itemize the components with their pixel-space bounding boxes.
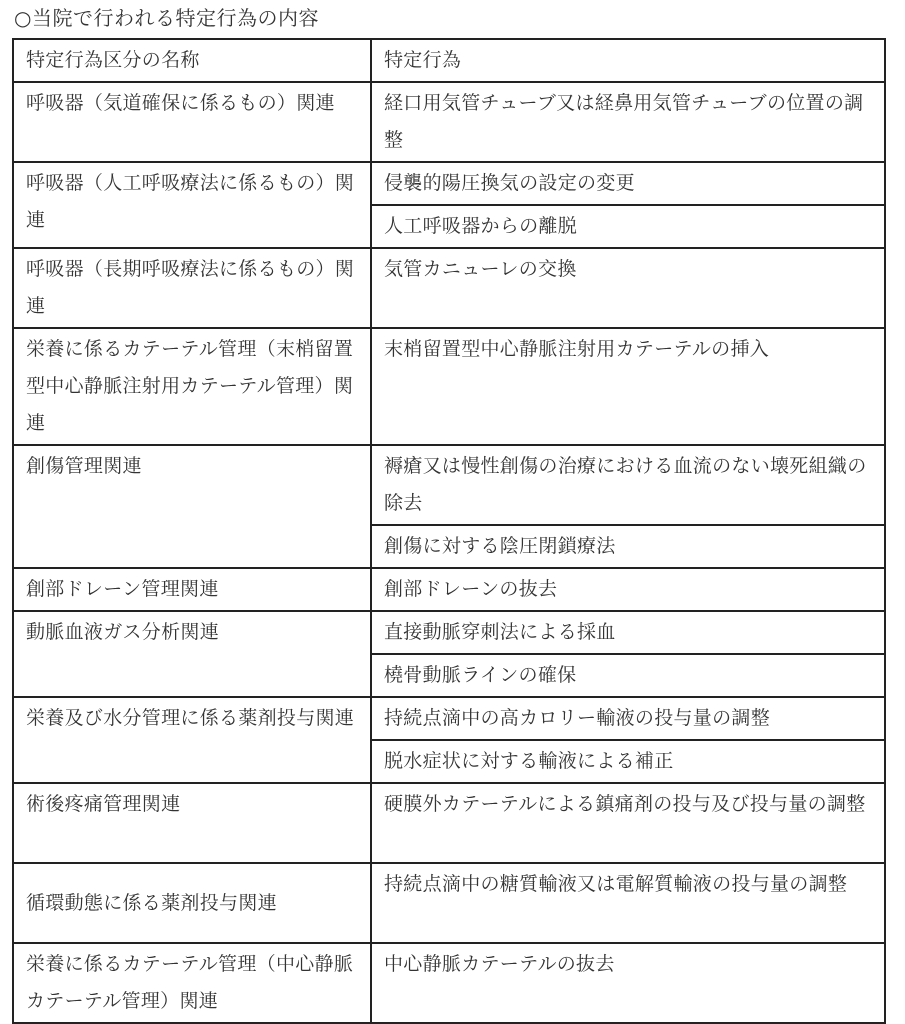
- table-row: [13, 943, 885, 1023]
- act-cell: 硬膜外カテーテルによる鎮痛剤の投与及び投与量の調整: [371, 783, 885, 863]
- act-cell: 創部ドレーンの抜去: [371, 568, 885, 611]
- table-row: [13, 697, 885, 740]
- table-row: [13, 328, 885, 445]
- category-cell: 創部ドレーン管理関連: [13, 568, 371, 611]
- category-cell: 動脈血液ガス分析関連: [13, 611, 371, 697]
- header-category: 特定行為区分の名称: [13, 39, 371, 82]
- category-cell: 呼吸器（人工呼吸療法に係るもの）関連: [13, 162, 371, 248]
- page-heading: ○当院で行われる特定行為の内容: [14, 6, 319, 30]
- table-row: [13, 248, 885, 328]
- act-cell: 気管カニューレの交換: [371, 248, 885, 328]
- header-act: 特定行為: [371, 39, 885, 82]
- act-cell: 持続点滴中の糖質輸液又は電解質輸液の投与量の調整: [371, 863, 885, 943]
- table-row: [13, 568, 885, 611]
- act-cell: 脱水症状に対する輸液による補正: [371, 740, 885, 783]
- act-cell: 末梢留置型中心静脈注射用カテーテルの挿入: [371, 328, 885, 445]
- category-cell: 栄養及び水分管理に係る薬剤投与関連: [13, 697, 371, 783]
- table-header-row: [13, 39, 885, 82]
- act-cell: 持続点滴中の高カロリー輸液の投与量の調整: [371, 697, 885, 740]
- category-cell: 術後疼痛管理関連: [13, 783, 371, 863]
- act-cell: 経口用気管チューブ又は経鼻用気管チューブの位置の調整: [371, 82, 885, 162]
- table-row: [13, 611, 885, 654]
- table-row: [13, 863, 885, 943]
- act-cell: 人工呼吸器からの離脱: [371, 205, 885, 248]
- category-cell: 呼吸器（気道確保に係るもの）関連: [13, 82, 371, 162]
- act-cell: 侵襲的陽圧換気の設定の変更: [371, 162, 885, 205]
- act-cell: 創傷に対する陰圧閉鎖療法: [371, 525, 885, 568]
- specified-acts-table: [12, 38, 886, 1024]
- table-row: [13, 445, 885, 525]
- act-cell: 直接動脈穿刺法による採血: [371, 611, 885, 654]
- table-row: [13, 783, 885, 863]
- table-row: [13, 82, 885, 162]
- category-cell: 創傷管理関連: [13, 445, 371, 568]
- table-row: [13, 162, 885, 205]
- category-cell: 栄養に係るカテーテル管理（中心静脈カテーテル管理）関連: [13, 943, 371, 1023]
- act-cell: 橈骨動脈ラインの確保: [371, 654, 885, 697]
- category-cell: 循環動態に係る薬剤投与関連: [13, 863, 371, 943]
- category-cell: 呼吸器（長期呼吸療法に係るもの）関連: [13, 248, 371, 328]
- act-cell: 褥瘡又は慢性創傷の治療における血流のない壊死組織の除去: [371, 445, 885, 525]
- category-cell: 栄養に係るカテーテル管理（末梢留置型中心静脈注射用カテーテル管理）関連: [13, 328, 371, 445]
- act-cell: 中心静脈カテーテルの抜去: [371, 943, 885, 1023]
